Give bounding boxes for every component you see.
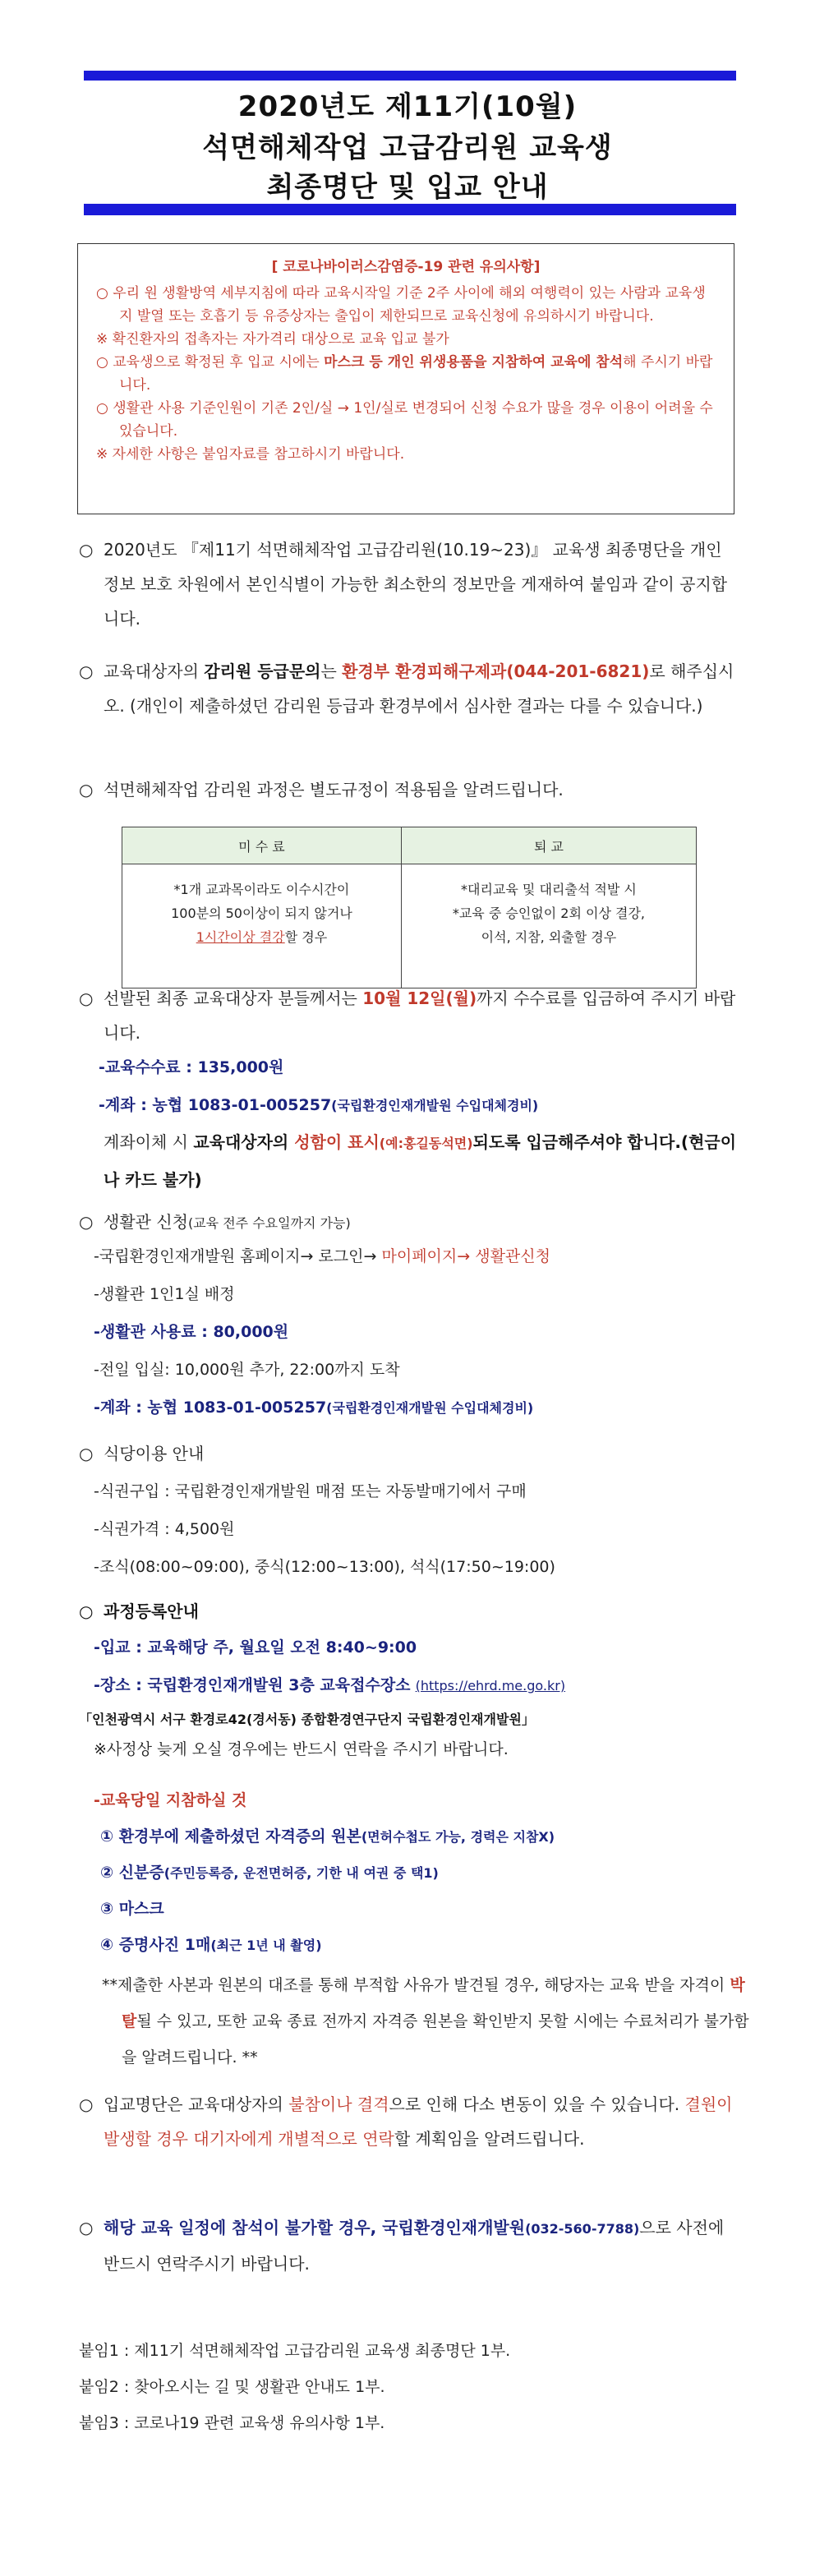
institute-phone: (032-560-7788)	[525, 2221, 640, 2237]
bullet: ○	[79, 780, 94, 800]
meal-times: -조식(08:00~09:00), 중식(12:00~13:00), 석식(17:50~19:00)	[94, 1558, 555, 1576]
section-grade-inquiry: ○ 교육대상자의 감리원 등급문의는 환경부 환경피해구제과(044-201-6821)로 해주십시오. (개인이 제출하셨던 감리원 등급과 환경부에서 심사한 결과는 다를 수 있습니다.)	[79, 654, 736, 723]
late-notice: ※사정상 늦게 오실 경우에는 반드시 연락을 주시기 바랍니다.	[94, 1740, 509, 1758]
section-cafeteria: ○ 식당이용 안내	[79, 1441, 204, 1466]
notice-item-attachment: ※ 자세한 사항은 붙임자료를 참고하시기 바랍니다.	[96, 446, 405, 463]
table-header-incomplete: 미 수 료	[122, 827, 402, 864]
bullet: ○	[79, 2094, 94, 2114]
bullet: ○	[79, 2218, 94, 2237]
section-roster-change: ○ 입교명단은 교육대상자의 불참이나 결격으로 인해 다소 변동이 있을 수 있습니다. 결원이 발생할 경우 대기자에게 개별적으로 연락할 계획임을 알려드립니다.	[79, 2087, 736, 2156]
dorm-account: -계좌 : 농협 1083-01-005257(국립환경인재개발원 수입대체경비)	[94, 1399, 534, 1417]
announcement-text: 2020년도 『제11기 석면해체작업 고급감리원(10.19~23)』 교육생 최종명단을 개인정보 보호 차원에서 본인식별이 가능한 최소한의 정보만을 게재하여 붙임과 같이 공지합니다.	[104, 540, 728, 629]
ministry-contact: 환경부 환경피해구제과(044-201-6821)	[342, 661, 650, 681]
prep-item-certificate: ① 환경부에 제출하셨던 자격증의 원본(면허수첩도 가능, 경력은 지참X)	[100, 1827, 555, 1846]
bullet: ○	[79, 1212, 94, 1232]
notice-item-travel: ○ 우리 원 생활방역 세부지침에 따라 교육시작일 기준 2주 사이에 해외 여행력이 있는 사람과 교육생 지 발열 또는 호흡기 등 유증상자는 출입이 제한되므로 교육신청에 유의하시기 바랍니다.	[96, 285, 706, 325]
meal-ticket-price: -식권가격 : 4,500원	[94, 1520, 235, 1538]
section-rules: ○ 석면해체작업 감리원 과정은 별도규정이 적용됨을 알려드립니다.	[79, 772, 736, 807]
website-link[interactable]: (https://ehrd.me.go.kr)	[415, 1678, 566, 1694]
table-header-dismissal: 퇴 교	[401, 827, 696, 864]
bullet: ○	[79, 661, 94, 681]
attachment-1: 붙임1 : 제11기 석면해체작업 고급감리원 교육생 최종명단 1부.	[79, 2342, 511, 2360]
covid-notice-box	[77, 243, 734, 514]
header-bottom-bar	[84, 204, 736, 215]
registration-address: 「인천광역시 서구 환경로42(경서동) 종합환경연구단지 국립환경인재개발원」	[79, 1712, 535, 1727]
notice-mask-bold: 마스크 등 개인 위생용품을 지참하여 교육에 참석	[324, 354, 624, 371]
dorm-room-assign: -생활관 1인1실 배정	[94, 1285, 235, 1303]
prep-item-mask: ③ 마스크	[100, 1900, 164, 1918]
fee-account: -계좌 : 농협 1083-01-005257(국립환경인재개발원 수입대체경비)	[99, 1096, 539, 1114]
dorm-apply-path: -국립환경인재개발원 홈페이지→ 로그인→ 마이페이지→ 생활관신청	[94, 1247, 550, 1265]
page-title-line2: 석면해체작업 고급감리원 교육생	[202, 131, 613, 164]
dorm-fee: -생활관 사용료 : 80,000원	[94, 1323, 289, 1341]
section-dormitory: ○ 생활관 신청(교육 전주 수요일까지 가능)	[79, 1210, 351, 1236]
section-absence-contact: ○ 해당 교육 일정에 참석이 불가할 경우, 국립환경인재개발원(032-560-7788)으로 사전에 반드시 연락주시기 바랍니다.	[79, 2210, 736, 2281]
table-cell-dismissal: *대리교육 및 대리출석 적발 시 *교육 중 승인없이 2회 이상 결강, 이석, 지참, 외출할 경우	[401, 864, 696, 988]
notice-title: [ 코로나바이러스감염증-19 관련 유의사항]	[271, 259, 541, 275]
transfer-note: 계좌이체 시 교육대상자의 성함이 표시(예:홍길동석면)되도록 입금해주셔야 합니다.(현금이나 카드 불가)	[104, 1132, 737, 1190]
bullet: ○	[79, 1444, 94, 1463]
table-cell-incomplete: *1개 교과목이라도 이수시간이 100분의 50이상이 되지 않거나 1시간이상 결강할 경우	[122, 864, 402, 988]
section-fee-payment: ○ 선발된 최종 교육대상자 분들께서는 10월 12일(월)까지 수수료를 입금하여 주시기 바랍니다.	[79, 981, 736, 1050]
notice-item-dorm: ○ 생활관 사용 기준인원이 기존 2인/실 → 1인/실로 변경되어 신청 수요가 많을 경우 이용이 어려울 수 있습니다.	[96, 400, 713, 440]
attachment-3: 붙임3 : 코로나19 관련 교육생 유의사항 1부.	[79, 2414, 385, 2432]
page-title-line3: 최종명단 및 입교 안내	[266, 171, 549, 204]
page-title-line1: 2020년도 제11기(10월)	[237, 90, 578, 123]
dorm-early-checkin: -전일 입실: 10,000원 추가, 22:00까지 도착	[94, 1361, 400, 1379]
prep-title: -교육당일 지참하실 것	[94, 1791, 247, 1809]
bullet: ○	[79, 540, 94, 560]
verification-note: **제출한 사본과 원본의 대조를 통해 부적합 사유가 발견될 경우, 해당자는 교육 받을 자격이 박탈될 수 있고, 또한 교육 종료 전까지 자격증 원본을 확인받지 못할 시에는 수료처리가 불가함을 알려드립니다. **	[102, 1976, 749, 2067]
notice-item-contact: ※ 확진환자의 접촉자는 자가격리 대상으로 교육 입교 불가	[96, 331, 449, 348]
payment-deadline: 10월 12일(월)	[362, 988, 477, 1008]
bullet: ○	[79, 1601, 94, 1621]
fee-amount: -교육수수료 : 135,000원	[99, 1058, 284, 1076]
header-top-bar	[84, 71, 736, 81]
registration-time: -입교 : 교육해당 주, 월요일 오전 8:40~9:00	[94, 1638, 417, 1657]
notice-item-mask: ○ 교육생으로 확정된 후 입교 시에는 마스크 등 개인 위생용품을 지참하여 교육에 참석해 주시기 바랍니다.	[96, 354, 713, 394]
bullet: ○	[79, 988, 94, 1008]
registration-place: -장소 : 국립환경인재개발원 3층 교육접수장소 (https://ehrd.me.go.kr)	[94, 1676, 566, 1694]
prep-item-id: ② 신분증(주민등록증, 운전면허증, 기한 내 여권 중 택1)	[100, 1864, 439, 1882]
rules-table	[122, 827, 697, 988]
attachment-2: 붙임2 : 찾아오시는 길 및 생활관 안내도 1부.	[79, 2378, 385, 2396]
section-announcement	[79, 532, 736, 636]
meal-ticket-purchase: -식권구입 : 국립환경인재개발원 매점 또는 자동발매기에서 구매	[94, 1482, 527, 1500]
section-registration: ○ 과정등록안내	[79, 1599, 199, 1624]
prep-item-photo: ④ 증명사진 1매(최근 1년 내 촬영)	[100, 1936, 322, 1954]
